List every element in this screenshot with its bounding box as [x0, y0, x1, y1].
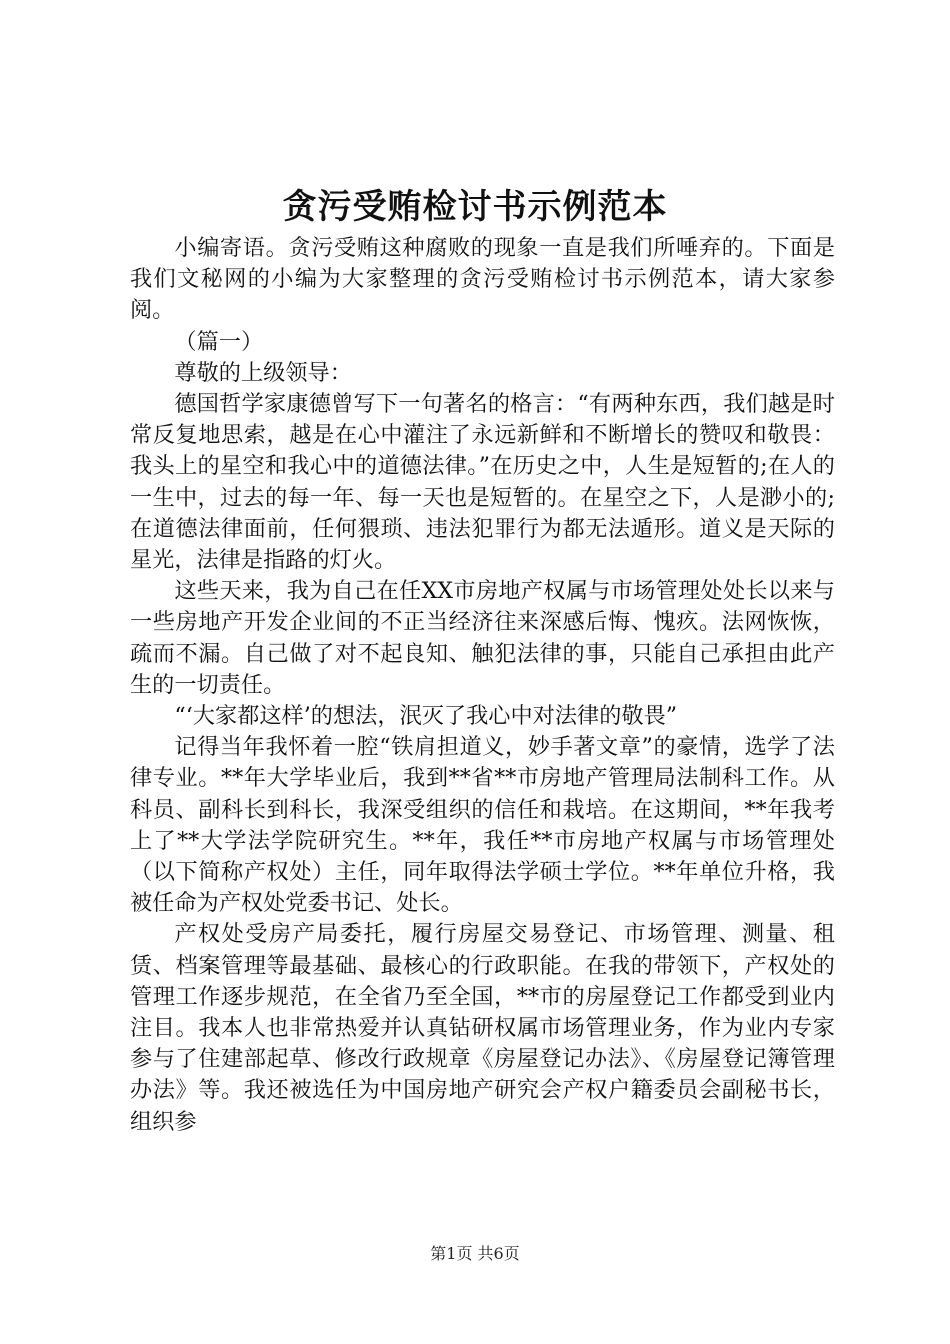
paragraph-kant-quote: 德国哲学家康德曾写下一句著名的格言：“有两种东西，我们越是时常反复地思索，越是在心中灌注了永远新鲜和不断增长的赞叹和敬畏：我头上的星空和我心中的道德法律。”在历史之中，人生是短暂的;在人的一生中，过去的每一年、每一天也是短暂的。在星空之下，人是渺小的;在道德法律面前，任何猥琐、违法犯罪行为都无法遁形。道义是天际的星光，法律是指路的灯火。 [130, 391, 835, 574]
paragraph-salutation: 尊敬的上级领导： [174, 359, 352, 386]
document-title: 贪污受贿检讨书示例范本 [282, 187, 668, 227]
paragraph-department: 产权处受房产局委托，履行房屋交易登记、市场管理、测量、租赁、档案管理等最基础、最核心的行政职能。在我的带领下，产权处的管理工作逐步规范，在全省乃至全国，**市的房屋登记工作都受到业内注目。我本人也非常热爱并认真钻研权属市场管理业务，作为业内专家参与了住建部起草、修改行政规章《房屋登记办法》、《房屋登记簿管理办法》等。我还被选任为中国房地产研究会产权户籍委员会副秘书长，组织参 [130, 921, 835, 1135]
paragraph-subheading: “‘大家都这样’的想法，泯灭了我心中对法律的敬畏” [174, 703, 678, 730]
paragraph-career: 记得当年我怀着一腔“铁肩担道义，妙手著文章”的豪情，选学了法律专业。**年大学毕业后，我到**省**市房地产管理局法制科工作。从科员、副科长到科长，我深受组织的信任和栽培。在这期间，**年我考上了**大学法学院研究生。**年，我任**市房地产权属与市场管理处（以下简称产权处）主任，同年取得法学硕士学位。**年单位升格，我被任命为产权处党委书记、处长。 [130, 734, 835, 917]
paragraph-intro: 小编寄语。贪污受贿这种腐败的现象一直是我们所唾弃的。下面是我们文秘网的小编为大家整理的贪污受贿检讨书示例范本，请大家参阅。 [130, 235, 835, 324]
page-footer: 第1页 共6页 [430, 1244, 520, 1263]
document-body [130, 233, 835, 1138]
paragraph-section-label: （篇一） [174, 328, 264, 355]
paragraph-regret: 这些天来，我为自己在任XX市房地产权属与市场管理处处长以来与一些房地产开发企业间的不正当经济往来深感后悔、愧疚。法网恢恢，疏而不漏。自己做了对不起良知、触犯法律的事，只能自己承担由此产生的一切责任。 [130, 578, 835, 698]
